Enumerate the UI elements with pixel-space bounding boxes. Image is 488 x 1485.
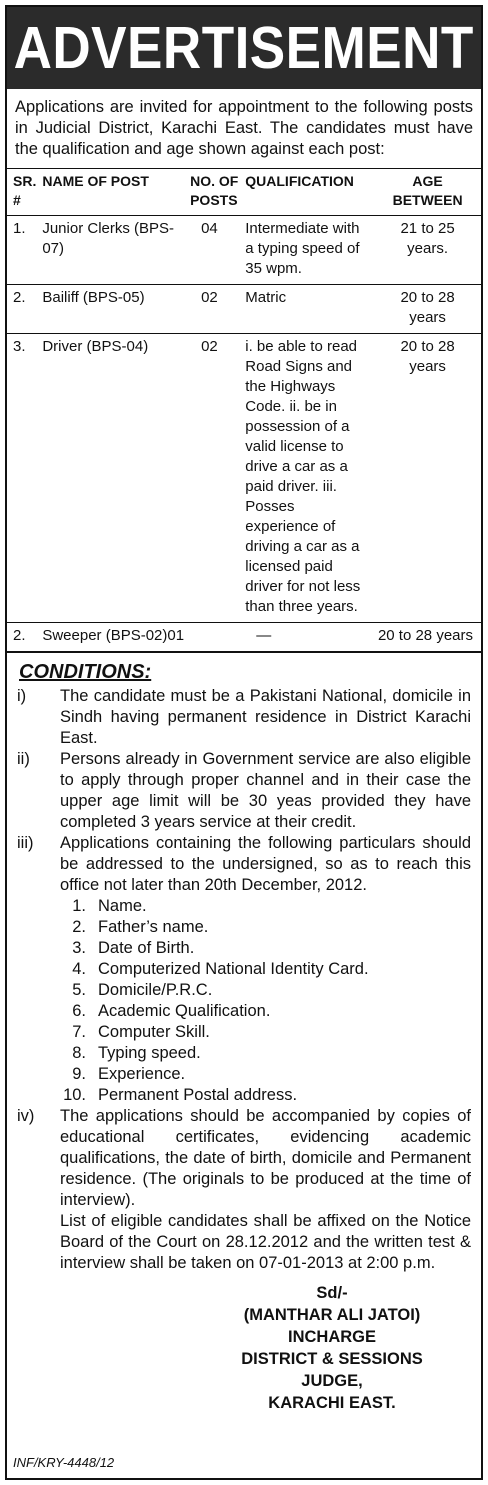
list-item bbox=[60, 1001, 471, 1022]
cell-no bbox=[187, 623, 242, 653]
cell-age: 20 to 28 years bbox=[400, 338, 455, 375]
cell-qualification: Matric bbox=[245, 289, 287, 306]
condition-item bbox=[7, 833, 481, 1106]
cell-qualification: i. be able to read Road Signs and the Highways Code. ii. be in possession of a valid license to drive a car as a paid driver. iii. Posses experience of driving a car as a licensed paid driver for not less than three years. bbox=[245, 338, 361, 615]
banner-title: ADVERTISEMENT bbox=[13, 15, 475, 81]
particular-text: Father’s name. bbox=[98, 918, 209, 936]
table-row bbox=[7, 216, 481, 285]
cell-no: 02 bbox=[201, 338, 218, 355]
banner bbox=[7, 7, 481, 89]
particular-number: 10. bbox=[63, 1086, 86, 1104]
table-row bbox=[7, 334, 481, 623]
cell-age: 21 to 25 years. bbox=[400, 220, 455, 257]
particular-number: 1. bbox=[72, 897, 86, 915]
condition-text: The candidate must be a Pakistani National, domicile in Sindh having permanent residence in District Karachi East. bbox=[60, 687, 471, 747]
cell-name: Driver (BPS-04) bbox=[42, 338, 149, 355]
cell-sr: 2. bbox=[13, 289, 26, 306]
condition-number: i) bbox=[17, 687, 27, 705]
list-item bbox=[60, 1085, 471, 1106]
condition-number: iv) bbox=[17, 1107, 35, 1125]
cell-qualification: Intermediate with a typing speed of 35 wpm. bbox=[245, 220, 360, 277]
signatory-title-line3: JUDGE, bbox=[301, 1372, 363, 1390]
condition-number: ii) bbox=[17, 750, 30, 768]
condition-item bbox=[7, 1106, 481, 1274]
list-item bbox=[60, 959, 471, 980]
cell-sr: 3. bbox=[13, 338, 26, 355]
condition-number: iii) bbox=[17, 834, 34, 852]
cell-name: Bailiff (BPS-05) bbox=[42, 289, 145, 306]
condition-text: Applications containing the following particulars should be addressed to the undersigned, so as to reach this office not later than 20th December, 2012. bbox=[60, 834, 471, 894]
particular-number: 6. bbox=[72, 1002, 86, 1020]
cell-no: 02 bbox=[201, 289, 218, 306]
particular-number: 4. bbox=[72, 960, 86, 978]
cell-qualification: — bbox=[256, 627, 272, 644]
list-item bbox=[60, 1064, 471, 1085]
signature-block bbox=[217, 1282, 447, 1414]
advertisement-frame bbox=[5, 5, 483, 1480]
table-row bbox=[7, 285, 481, 334]
conditions-heading: CONDITIONS: bbox=[19, 661, 152, 683]
cell-no: 04 bbox=[201, 220, 218, 237]
signatory-title-line4: KARACHI EAST. bbox=[268, 1394, 396, 1412]
header-no-of-posts: NO. OF POSTS bbox=[187, 169, 242, 216]
cell-name: Sweeper (BPS-02)01 bbox=[42, 627, 185, 644]
list-item bbox=[60, 1043, 471, 1064]
signature-sd: Sd/- bbox=[316, 1284, 348, 1302]
table-row bbox=[7, 623, 481, 653]
particulars-list bbox=[60, 896, 471, 1106]
particular-text: Typing speed. bbox=[98, 1044, 201, 1062]
particular-number: 2. bbox=[72, 918, 86, 936]
particular-number: 9. bbox=[72, 1065, 86, 1083]
intro-paragraph: Applications are invited for appointment to the following posts in Judicial District, Karachi East. The candidates must have the qualification and age shown against each post: bbox=[15, 98, 473, 158]
header-qualification: QUALIFICATION bbox=[242, 169, 374, 216]
cell-sr: 1. bbox=[13, 220, 26, 237]
notice-text: List of eligible candidates shall be affixed on the Notice Board of the Court on 28.12.2012 and the written test & interview shall be taken on 07-01-2013 at 2:00 p.m. bbox=[60, 1212, 471, 1272]
cell-age: 20 to 28 years bbox=[400, 289, 455, 326]
header-name-of-post: NAME OF POST bbox=[39, 169, 187, 216]
particular-text: Name. bbox=[98, 897, 147, 915]
particular-text: Computerized National Identity Card. bbox=[98, 960, 369, 978]
signatory-title-line2: DISTRICT & SESSIONS bbox=[241, 1350, 423, 1368]
condition-item bbox=[7, 686, 481, 749]
particular-text: Computer Skill. bbox=[98, 1023, 210, 1041]
particular-text: Experience. bbox=[98, 1065, 186, 1083]
signatory-name: (MANTHAR ALI JATOI) bbox=[243, 1306, 421, 1324]
header-age-between: AGE BETWEEN bbox=[374, 169, 481, 216]
list-item bbox=[60, 938, 471, 959]
particular-number: 8. bbox=[72, 1044, 86, 1062]
posts-table bbox=[7, 168, 481, 653]
table-header-row bbox=[7, 169, 481, 216]
list-item bbox=[60, 896, 471, 917]
cell-age: 20 to 28 years bbox=[377, 627, 473, 644]
list-item bbox=[60, 980, 471, 1001]
reference-code: INF/KRY-4448/12 bbox=[13, 1455, 115, 1470]
condition-text: The applications should be accompanied by copies of educational certificates, evidencing academic qualifications, the date of birth, domicile and Permanent residence. (The originals to be produced at the time of interview). bbox=[60, 1107, 471, 1209]
cell-sr: 2. bbox=[13, 627, 26, 644]
particular-text: Permanent Postal address. bbox=[98, 1086, 298, 1104]
list-item bbox=[60, 917, 471, 938]
header-sr: SR. # bbox=[7, 169, 39, 216]
particular-number: 3. bbox=[72, 939, 86, 957]
signatory-title-line1: INCHARGE bbox=[287, 1328, 376, 1346]
cell-name: Junior Clerks (BPS-07) bbox=[42, 220, 175, 257]
particular-number: 5. bbox=[72, 981, 86, 999]
condition-item bbox=[7, 749, 481, 833]
particular-text: Academic Qualification. bbox=[98, 1002, 271, 1020]
condition-text: Persons already in Government service are also eligible to apply through proper channel and in their case the upper age limit will be 30 yeas provided they have completed 3 years service at their credit. bbox=[60, 750, 471, 831]
particular-text: Date of Birth. bbox=[98, 939, 195, 957]
particular-text: Domicile/P.R.C. bbox=[98, 981, 213, 999]
list-item bbox=[60, 1022, 471, 1043]
particular-number: 7. bbox=[72, 1023, 86, 1041]
